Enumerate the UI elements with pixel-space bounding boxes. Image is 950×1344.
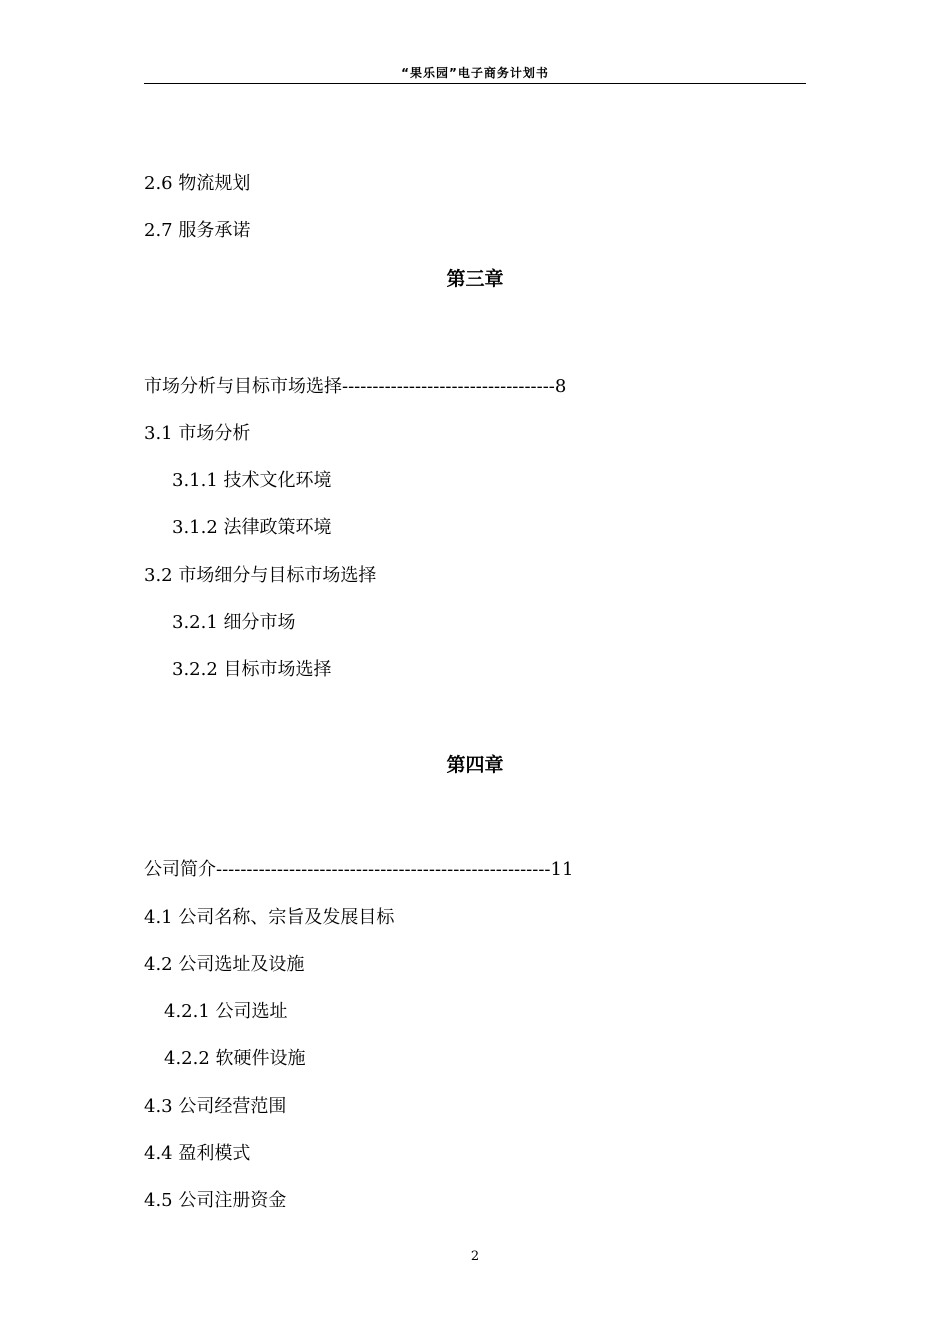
- toc-chapter-4-entry: [144, 858, 573, 882]
- toc-item-3-2-2: 3.2.2 目标市场选择: [172, 659, 332, 680]
- toc-page-number: 8: [554, 376, 567, 397]
- toc-item-2-7: 2.7 服务承诺: [144, 220, 251, 241]
- toc-chapter-4-title: 公司简介: [144, 859, 216, 880]
- chapter-3-heading: 第三章: [446, 268, 504, 290]
- toc-chapter-3-entry: [144, 375, 566, 399]
- page-number: 2: [470, 1249, 480, 1264]
- toc-chapter-3-title: 市场分析与目标市场选择: [144, 376, 342, 397]
- toc-item-3-1: 3.1 市场分析: [144, 423, 251, 444]
- toc-item-3-1-1: 3.1.1 技术文化环境: [172, 470, 332, 491]
- toc-item-3-2-1: 3.2.1 细分市场: [172, 612, 296, 633]
- page-header-title: “果乐园”电子商务计划书: [401, 66, 549, 80]
- toc-item-4-2: 4.2 公司选址及设施: [144, 954, 305, 975]
- header-divider: [144, 83, 806, 84]
- chapter-4-heading: 第四章: [446, 754, 504, 776]
- toc-item-4-3: 4.3 公司经营范围: [144, 1096, 287, 1117]
- toc-item-3-2: 3.2 市场细分与目标市场选择: [144, 565, 377, 586]
- toc-item-4-2-2: 4.2.2 软硬件设施: [164, 1048, 306, 1069]
- toc-item-2-6: 2.6 物流规划: [144, 173, 251, 194]
- toc-leader: -----------------------------------: [342, 376, 555, 397]
- toc-item-3-1-2: 3.1.2 法律政策环境: [172, 517, 332, 538]
- toc-item-4-2-1: 4.2.1 公司选址: [164, 1001, 288, 1022]
- toc-item-4-5: 4.5 公司注册资金: [144, 1190, 287, 1211]
- toc-leader: -------------------------------------------------------: [216, 859, 551, 880]
- toc-page-number: 11: [550, 859, 574, 880]
- toc-item-4-1: 4.1 公司名称、宗旨及发展目标: [144, 907, 395, 928]
- toc-item-4-4: 4.4 盈利模式: [144, 1143, 251, 1164]
